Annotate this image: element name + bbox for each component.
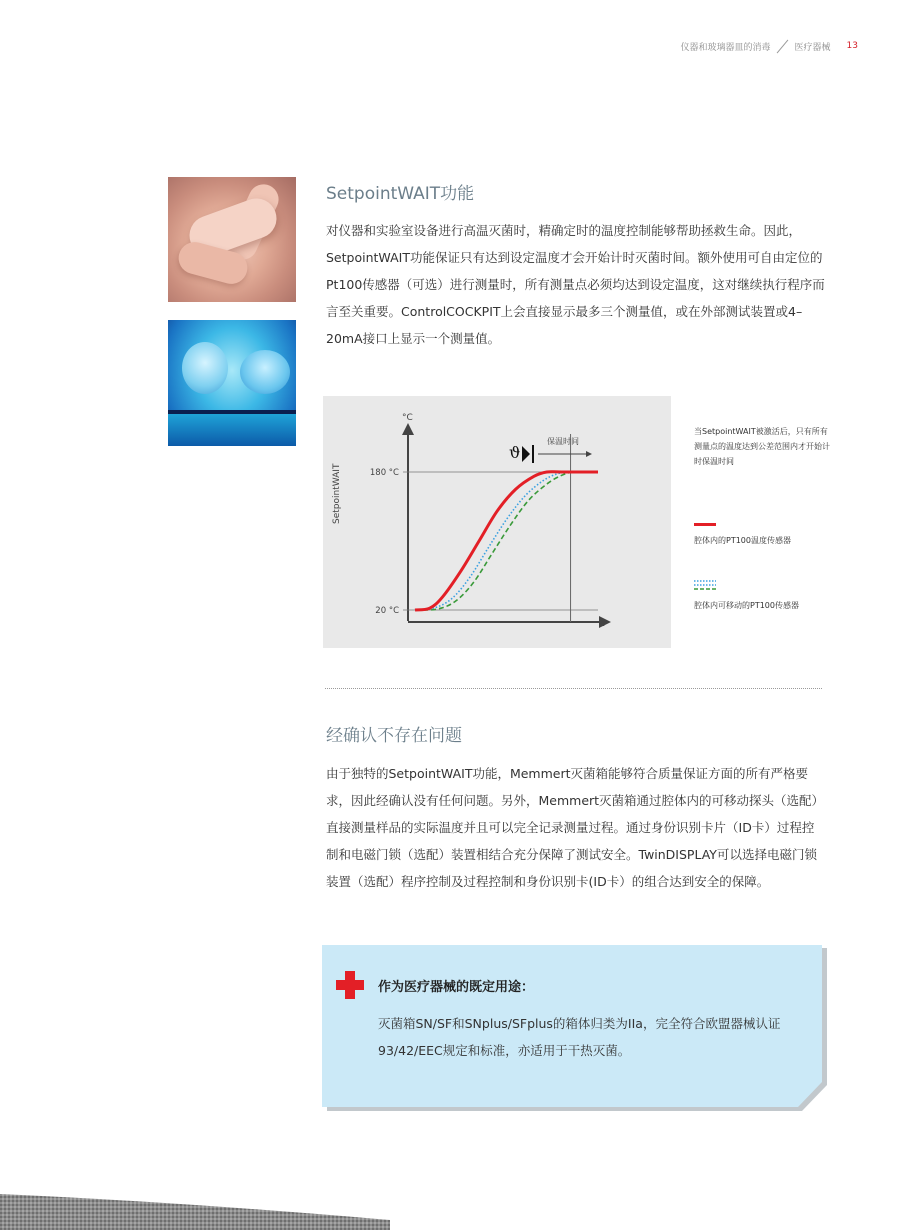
callout-body: 灭菌箱SN/SF和SNplus/SFplus的箱体归类为IIa，完全符合欧盟器械认证93/42/EEC规定和标准，亦适用于干热灭菌。 xyxy=(378,1016,781,1058)
chart-svg xyxy=(323,396,671,648)
callout-title: 作为医疗器械的既定用途： xyxy=(378,980,535,995)
red-cross-icon xyxy=(336,971,364,999)
y-tick-label: 180 °C xyxy=(369,468,399,478)
fabric-texture xyxy=(0,1188,390,1230)
theta-symbol: ϑ xyxy=(509,443,521,462)
header-section: 仪器和玻璃器皿的消毒 xyxy=(680,42,771,53)
y-tick-label: 20 °C xyxy=(375,606,399,616)
section-title-validation: 经确认不存在问题 xyxy=(326,726,462,746)
hands-photo xyxy=(168,177,296,302)
page-header xyxy=(681,38,858,54)
y-axis-label: °C xyxy=(402,413,413,423)
legend-red-swatch xyxy=(694,523,716,526)
legend-dashed-label: 腔体内可移动的PT100传感器 xyxy=(694,601,799,610)
chart-title: SetpointWAIT xyxy=(332,463,342,524)
section-title-setpointwait: SetpointWAIT功能 xyxy=(326,184,475,204)
section-divider xyxy=(325,688,822,689)
legend-dash-swatch xyxy=(694,579,716,591)
legend-note: 当SetpointWAIT被激活后，只有所有测量点的温度达到公差范围内才开始计时保温时间 xyxy=(694,427,830,466)
surgeons-photo xyxy=(168,320,296,446)
section-paragraph-validation: 由于独特的SetpointWAIT功能，Memmert灭菌箱能够符合质量保证方面的所有严格要求，因此经确认没有任何问题。另外，Memmert灭菌箱通过腔体内的可移动探头（选配）直接测量样品的实际温度并且可以完全记录测量过程。通过身份识别卡片（ID卡）过程控制和电磁门锁（选配）装置相结合充分保障了测试安全。TwinDISPLAY可以选择电磁门锁装置（选配）程序控制及过程控制和身份识别卡(ID卡）的组合达到安全的保障。 xyxy=(326,766,825,889)
hold-time-label: 保温时间 xyxy=(547,437,579,446)
legend-red-label: 腔体内的PT100温度传感器 xyxy=(694,536,791,545)
header-divider xyxy=(775,39,791,53)
y-ticks xyxy=(370,468,598,616)
x-axis-label: t xyxy=(601,619,605,629)
section-paragraph-setpointwait: 对仪器和实验室设备进行高温灭菌时，精确定时的温度控制能够帮助拯救生命。因此，SetpointWAIT功能保证只有达到设定温度才会开始计时灭菌时间。额外使用可自由定位的Pt100传感器（可选）进行测量时，所有测量点必须均达到设定温度，这对继续执行程序而言至关重要。ControlCOCKPIT上会直接显示最多三个测量值，或在外部测试装置或4–20mA接口上显示一个测量值。 xyxy=(326,223,825,346)
theta-arrow-icon xyxy=(522,446,530,462)
temperature-chart xyxy=(323,396,671,648)
page-number: 13 xyxy=(846,41,858,51)
header-subsection: 医疗器械 xyxy=(794,42,831,53)
